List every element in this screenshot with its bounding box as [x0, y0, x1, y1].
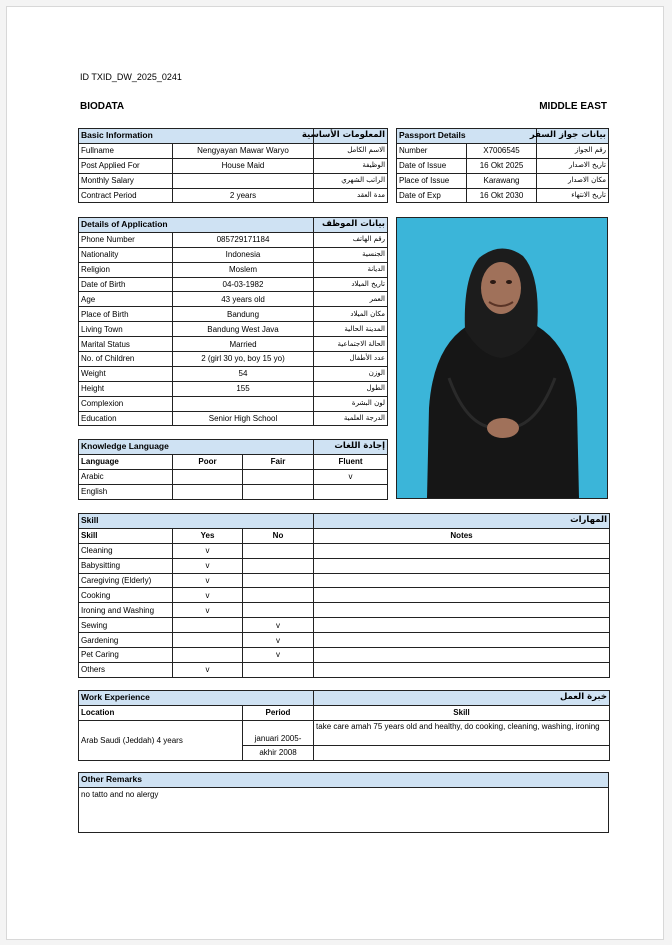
field-value: 155	[173, 381, 314, 396]
col-header-skill: Skill	[79, 528, 173, 543]
skill-no-mark	[243, 558, 314, 573]
language-fair-mark	[243, 484, 314, 499]
field-value: 04-03-1982	[173, 277, 314, 292]
skill-row	[79, 603, 610, 618]
skill-notes	[314, 648, 610, 663]
work-experience-table	[78, 690, 610, 761]
skill-column-headers	[79, 528, 610, 543]
language-row	[79, 484, 388, 499]
field-label-arabic: الدرجة العلمية	[314, 411, 388, 426]
field-label: Place of Birth	[79, 307, 173, 322]
passport-row	[397, 143, 609, 158]
application-row	[79, 381, 388, 396]
field-label-arabic: الراتب الشهري	[314, 173, 388, 188]
work-section-header	[79, 691, 610, 706]
section-title: Knowledge Language	[79, 440, 314, 455]
col-header-language: Language	[79, 454, 173, 469]
passport-row	[397, 173, 609, 188]
skill-row	[79, 573, 610, 588]
field-label-arabic: عدد الأطفال	[314, 352, 388, 367]
skill-yes-mark: v	[173, 603, 243, 618]
col-header-work-skill: Skill	[314, 705, 610, 720]
application-row	[79, 232, 388, 247]
work-location: Arab Saudi (Jeddah) 4 years	[79, 720, 243, 760]
skill-row	[79, 648, 610, 663]
skill-notes	[314, 633, 610, 648]
skill-no-mark	[243, 588, 314, 603]
page-title: BIODATA	[80, 101, 125, 112]
skill-row	[79, 588, 610, 603]
field-label-arabic: الوزن	[314, 366, 388, 381]
skill-row	[79, 662, 610, 677]
field-label-arabic: مكان الاصدار	[537, 173, 609, 188]
field-label-arabic: الطول	[314, 381, 388, 396]
field-value: Karawang	[467, 173, 537, 188]
language-fluent-mark	[314, 484, 388, 499]
skill-row	[79, 543, 610, 558]
language-column-headers	[79, 454, 388, 469]
passport-row	[397, 158, 609, 173]
field-label: Education	[79, 411, 173, 426]
field-label: Contract Period	[79, 188, 173, 203]
field-label-arabic: رقم الهاتف	[314, 232, 388, 247]
skill-yes-mark	[173, 633, 243, 648]
document-id: ID TXID_DW_2025_0241	[80, 72, 182, 82]
field-value: Senior High School	[173, 411, 314, 426]
remarks-text: no tatto and no alergy	[79, 787, 609, 832]
language-section-header	[79, 440, 388, 455]
col-header-period: Period	[243, 705, 314, 720]
application-row	[79, 307, 388, 322]
skill-yes-mark: v	[173, 558, 243, 573]
field-label: Nationality	[79, 247, 173, 262]
skill-yes-mark	[173, 618, 243, 633]
language-fluent-mark: v	[314, 469, 388, 484]
basic-row	[79, 143, 388, 158]
section-title-arabic: خبرة العمل	[314, 691, 610, 706]
field-label: Weight	[79, 366, 173, 381]
skill-name: Caregiving (Elderly)	[79, 573, 173, 588]
section-title: Skill	[79, 514, 314, 529]
col-header-fair: Fair	[243, 454, 314, 469]
field-label: Fullname	[79, 143, 173, 158]
col-header-no: No	[243, 528, 314, 543]
skill-name: Cleaning	[79, 543, 173, 558]
skill-no-mark	[243, 543, 314, 558]
skill-notes	[314, 543, 610, 558]
application-details-table	[78, 217, 388, 426]
skill-row	[79, 618, 610, 633]
field-value: Married	[173, 337, 314, 352]
skill-no-mark	[243, 573, 314, 588]
field-label-arabic: تاريخ الانتهاء	[537, 188, 609, 203]
skill-no-mark: v	[243, 618, 314, 633]
field-value: 085729171184	[173, 232, 314, 247]
col-header-notes: Notes	[314, 528, 610, 543]
skill-yes-mark: v	[173, 662, 243, 677]
field-value: Indonesia	[173, 247, 314, 262]
section-title-arabic: المهارات	[314, 514, 610, 529]
skill-name: Cooking	[79, 588, 173, 603]
skill-no-mark	[243, 662, 314, 677]
skill-yes-mark: v	[173, 588, 243, 603]
section-title: Work Experience	[79, 691, 314, 706]
field-value: 2 (girl 30 yo, boy 15 yo)	[173, 352, 314, 367]
region-label: MIDDLE EAST	[539, 101, 607, 112]
field-label-arabic: رقم الجواز	[537, 143, 609, 158]
field-value: Moslem	[173, 262, 314, 277]
work-skill-empty	[314, 745, 610, 760]
skill-section-header	[79, 514, 610, 529]
field-value: X7006545	[467, 143, 537, 158]
work-row	[79, 720, 610, 745]
field-label-arabic: العمر	[314, 292, 388, 307]
application-row	[79, 366, 388, 381]
application-row	[79, 262, 388, 277]
application-row	[79, 292, 388, 307]
skill-notes	[314, 618, 610, 633]
skill-row	[79, 633, 610, 648]
field-value	[173, 173, 314, 188]
work-skill-detail: take care amah 75 years old and healthy, do cooking, cleaning, washing, ironing	[314, 720, 610, 745]
language-table	[78, 439, 388, 500]
field-value: Bandung West Java	[173, 322, 314, 337]
field-label: Post Applied For	[79, 158, 173, 173]
basic-row	[79, 188, 388, 203]
portrait-photo-icon	[397, 218, 607, 498]
field-label: Date of Issue	[397, 158, 467, 173]
field-label: Number	[397, 143, 467, 158]
field-value: 54	[173, 366, 314, 381]
col-header-location: Location	[79, 705, 243, 720]
skill-no-mark: v	[243, 633, 314, 648]
skill-yes-mark: v	[173, 543, 243, 558]
application-row	[79, 396, 388, 411]
section-title-arabic: بيانات جواز السفر	[537, 129, 609, 144]
field-value: House Maid	[173, 158, 314, 173]
field-label: Height	[79, 381, 173, 396]
field-label: Place of Issue	[397, 173, 467, 188]
field-value: 16 Okt 2025	[467, 158, 537, 173]
field-label: Religion	[79, 262, 173, 277]
section-title: Basic Information	[79, 129, 314, 144]
skill-no-mark: v	[243, 648, 314, 663]
skill-name: Babysitting	[79, 558, 173, 573]
field-label-arabic: مكان الميلاد	[314, 307, 388, 322]
field-label: Age	[79, 292, 173, 307]
field-value: 16 Okt 2030	[467, 188, 537, 203]
skill-name: Ironing and Washing	[79, 603, 173, 618]
application-details-header	[79, 218, 388, 233]
work-period-start: januari 2005-	[243, 720, 314, 745]
remarks-row	[79, 787, 609, 832]
field-label-arabic: تاريخ الاصدار	[537, 158, 609, 173]
skill-yes-mark: v	[173, 573, 243, 588]
basic-row	[79, 173, 388, 188]
col-header-poor: Poor	[173, 454, 243, 469]
application-row	[79, 337, 388, 352]
skill-name: Others	[79, 662, 173, 677]
field-label: Complexion	[79, 396, 173, 411]
skill-name: Sewing	[79, 618, 173, 633]
col-header-yes: Yes	[173, 528, 243, 543]
basic-row	[79, 158, 388, 173]
language-poor-mark	[173, 484, 243, 499]
skill-notes	[314, 662, 610, 677]
field-value: Nengyayan Mawar Waryo	[173, 143, 314, 158]
field-value: Bandung	[173, 307, 314, 322]
language-poor-mark	[173, 469, 243, 484]
field-label-arabic: الحالة الاجتماعية	[314, 337, 388, 352]
basic-information-header	[79, 129, 388, 144]
field-label-arabic: الاسم الكامل	[314, 143, 388, 158]
field-label: Monthly Salary	[79, 173, 173, 188]
language-row	[79, 469, 388, 484]
application-row	[79, 411, 388, 426]
skill-name: Pet Caring	[79, 648, 173, 663]
section-title: Details of Application	[79, 218, 314, 233]
field-label-arabic: الوظيفة	[314, 158, 388, 173]
language-name: English	[79, 484, 173, 499]
application-row	[79, 322, 388, 337]
field-label: Marital Status	[79, 337, 173, 352]
field-label: Date of Exp	[397, 188, 467, 203]
field-label: Phone Number	[79, 232, 173, 247]
basic-information-table	[78, 128, 388, 203]
field-value	[173, 396, 314, 411]
col-header-fluent: Fluent	[314, 454, 388, 469]
work-column-headers	[79, 705, 610, 720]
application-row	[79, 247, 388, 262]
skill-notes	[314, 588, 610, 603]
biodata-sheet	[6, 6, 664, 940]
section-title: Other Remarks	[79, 773, 609, 788]
field-label-arabic: الديانة	[314, 262, 388, 277]
field-label: Living Town	[79, 322, 173, 337]
field-label-arabic: الجنسية	[314, 247, 388, 262]
skill-notes	[314, 603, 610, 618]
field-label-arabic: مدة العقد	[314, 188, 388, 203]
field-label-arabic: تاريخ الميلاد	[314, 277, 388, 292]
skill-name: Gardening	[79, 633, 173, 648]
passport-details-table	[396, 128, 609, 203]
application-row	[79, 352, 388, 367]
passport-row	[397, 188, 609, 203]
application-row	[79, 277, 388, 292]
applicant-photo	[396, 217, 608, 499]
field-label-arabic: لون البشرة	[314, 396, 388, 411]
language-fair-mark	[243, 469, 314, 484]
skill-row	[79, 558, 610, 573]
section-title-arabic: إجادة اللغات	[314, 440, 388, 455]
language-name: Arabic	[79, 469, 173, 484]
field-label: No. of Children	[79, 352, 173, 367]
remarks-header	[79, 773, 609, 788]
field-label: Date of Birth	[79, 277, 173, 292]
skill-notes	[314, 573, 610, 588]
field-value: 2 years	[173, 188, 314, 203]
work-period-end: akhir 2008	[243, 745, 314, 760]
skill-no-mark	[243, 603, 314, 618]
skill-table	[78, 513, 610, 678]
section-title-arabic: المعلومات الأساسية	[314, 129, 388, 144]
field-label-arabic: المدينة الحالية	[314, 322, 388, 337]
section-title-arabic: بيانات الموظف	[314, 218, 388, 233]
section-title: Passport Details	[397, 129, 537, 144]
passport-details-header	[397, 129, 609, 144]
skill-notes	[314, 558, 610, 573]
skill-yes-mark	[173, 648, 243, 663]
field-value: 43 years old	[173, 292, 314, 307]
remarks-table	[78, 772, 609, 833]
